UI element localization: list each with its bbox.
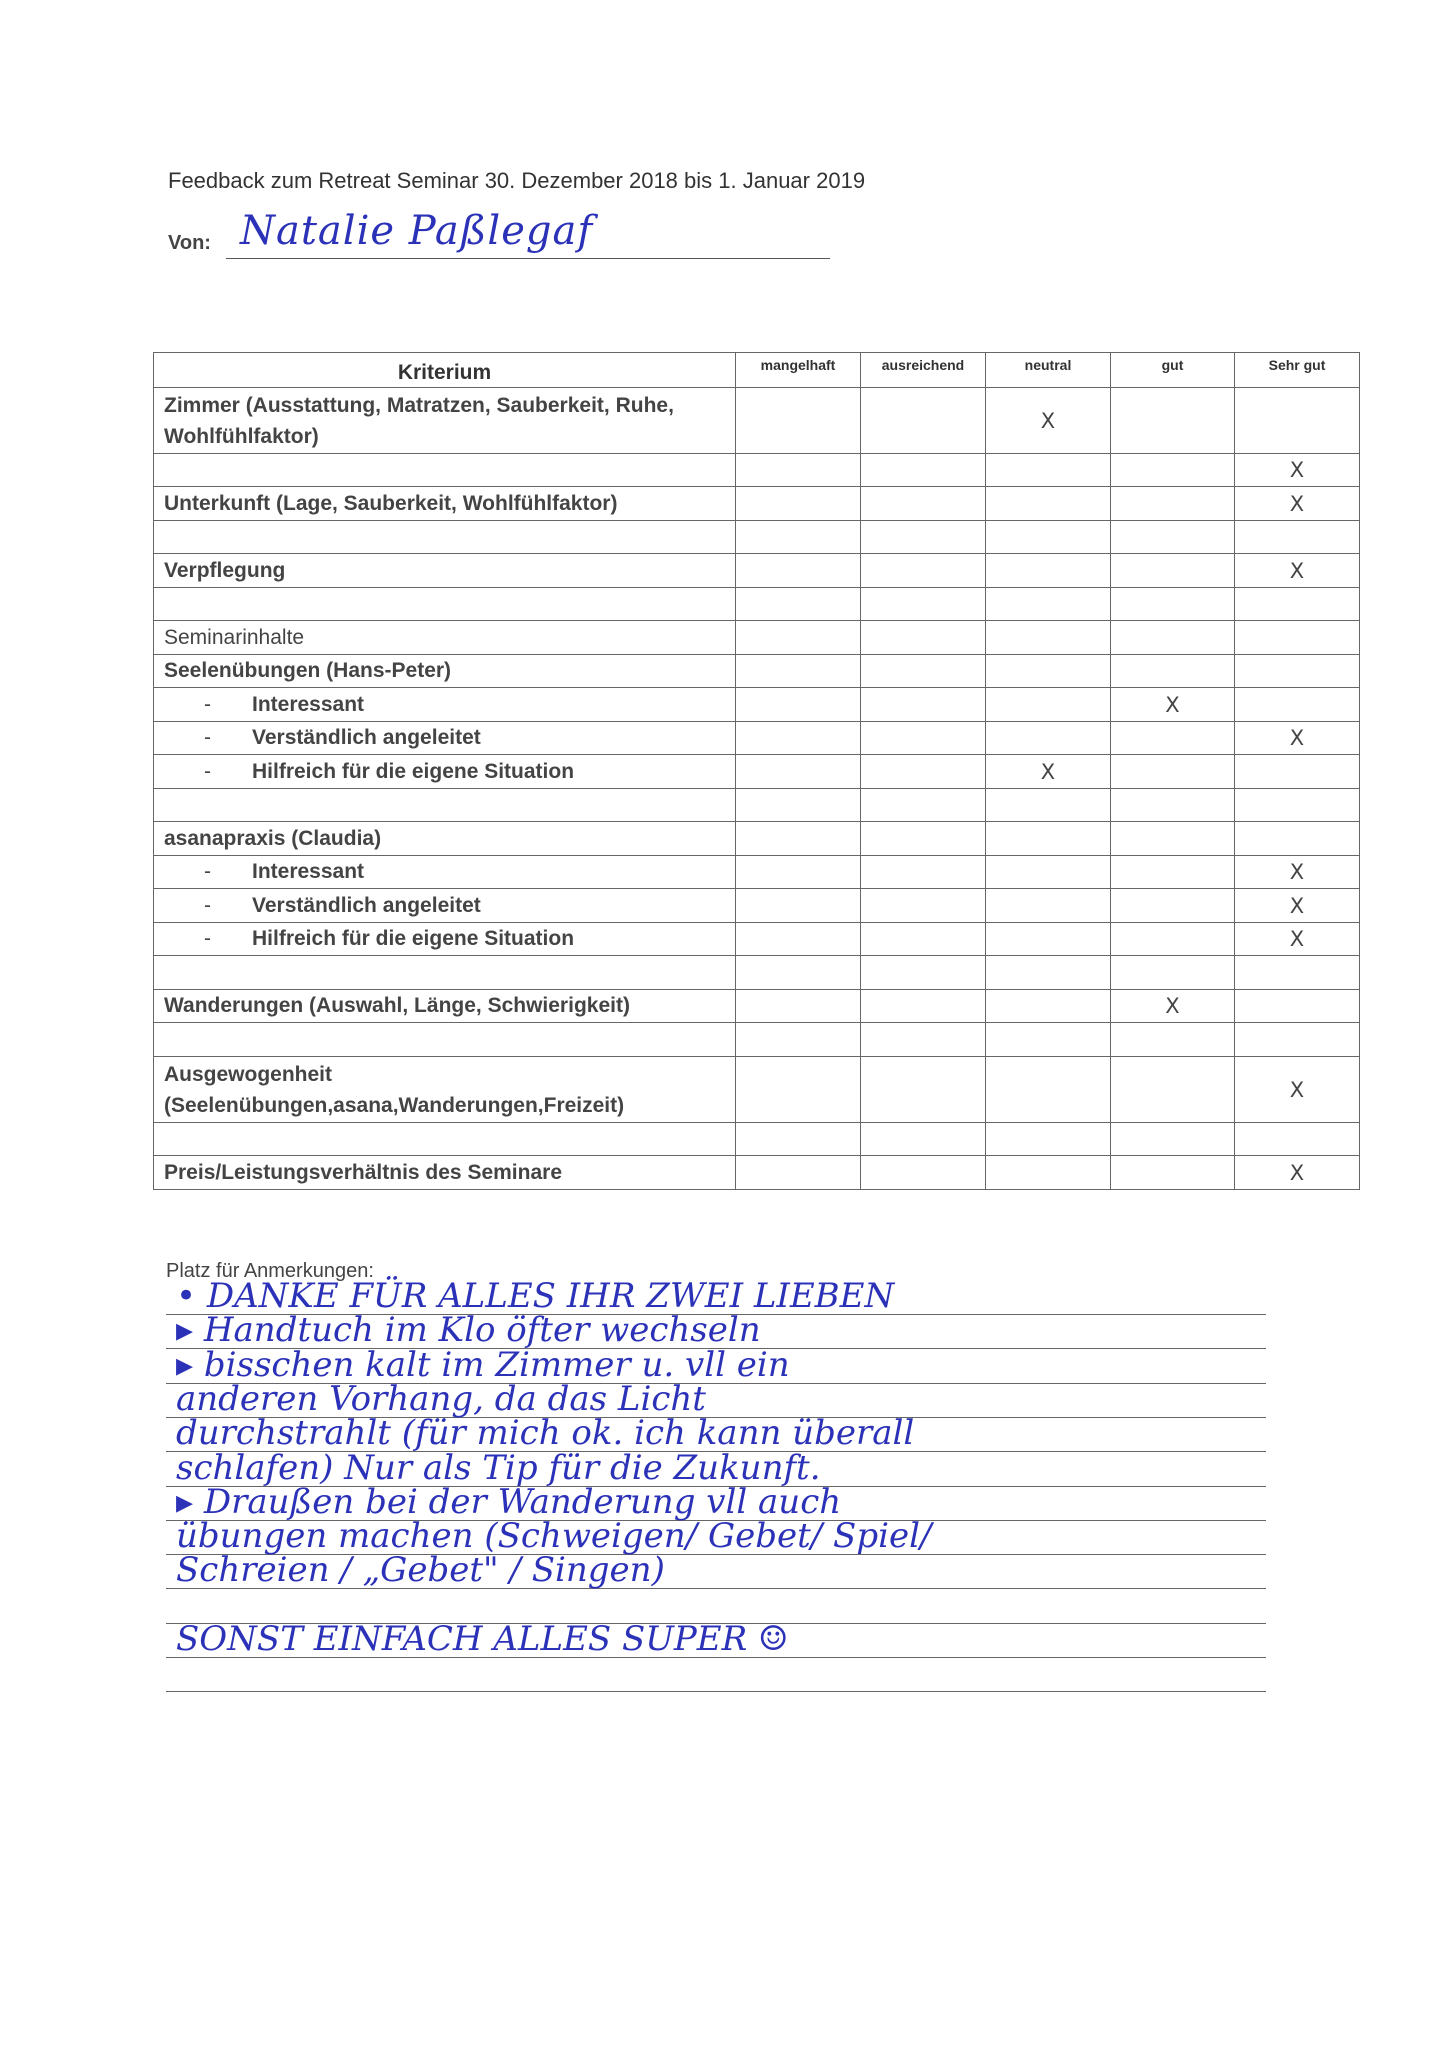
rating-cell (736, 1023, 861, 1057)
note-line: schlafen) Nur als Tip für die Zukunft. (176, 1448, 821, 1488)
rating-cell (986, 923, 1111, 956)
rating-cell (1235, 388, 1360, 454)
note-line: ▸ Draußen bei der Wanderung vll auch (176, 1482, 842, 1522)
criterion-text: Verpflegung (164, 558, 286, 582)
rating-cell (1111, 588, 1235, 621)
criterion-text: Hilfreich für die eigene Situation (252, 927, 575, 950)
criterion-label (154, 722, 736, 755)
rating-cell (861, 856, 986, 889)
rating-cell (1111, 621, 1235, 655)
criterion-text: Verständlich angeleitet (252, 726, 481, 749)
von-signature-line (226, 258, 830, 259)
rating-cell (861, 923, 986, 956)
rating-cell (1235, 722, 1360, 755)
rating-cell (861, 889, 986, 923)
table-row (154, 822, 1360, 856)
note-line: übungen machen (Schweigen/ Gebet/ Spiel/ (176, 1516, 932, 1556)
rating-cell (736, 956, 861, 990)
criterion-text: Ausgewogenheit (Seelenübungen,asana,Wanderungen,Freizeit) (164, 1062, 625, 1117)
table-row (154, 755, 1360, 789)
table-row (154, 454, 1360, 487)
page-title: Feedback zum Retreat Seminar 30. Dezember 2018 bis 1. Januar 2019 (168, 168, 866, 193)
rating-cell (861, 554, 986, 588)
rating-cell (1111, 688, 1235, 722)
note-line: • DANKE FÜR ALLES IHR ZWEI LIEBEN (176, 1276, 895, 1316)
rating-cell (861, 688, 986, 722)
rating-cell (736, 990, 861, 1023)
rating-cell (861, 1156, 986, 1190)
rating-cell (1111, 655, 1235, 688)
criterion-text: Wanderungen (Auswahl, Länge, Schwierigkeit) (164, 994, 630, 1017)
table-row (154, 588, 1360, 621)
rating-cell (1235, 1156, 1360, 1190)
rating-cell (1235, 990, 1360, 1023)
rating-cell (861, 621, 986, 655)
rating-cell (1235, 521, 1360, 554)
rating-cell (861, 990, 986, 1023)
von-label: Von: (168, 232, 211, 254)
rating-cell (986, 1057, 1111, 1123)
notes-label: Platz für Anmerkungen: (166, 1260, 374, 1282)
von-name-handwritten: Natalie Paßlegaf (240, 208, 594, 254)
table-row (154, 856, 1360, 889)
rating-cell (736, 388, 861, 454)
rating-cell (736, 521, 861, 554)
rating-cell (861, 454, 986, 487)
table-header-row (154, 353, 1360, 388)
rating-cell (986, 889, 1111, 923)
bullet-dash: - (204, 893, 211, 917)
criterion-label (154, 1057, 736, 1123)
check-mark: X (1289, 726, 1305, 750)
rating-cell (1111, 889, 1235, 923)
rating-cell (1235, 856, 1360, 889)
col-header-kriterium: Kriterium (154, 353, 736, 388)
rating-cell (986, 1156, 1111, 1190)
check-mark: X (1289, 893, 1305, 918)
table-row (154, 1023, 1360, 1057)
table-row (154, 789, 1360, 822)
criterion-label (154, 655, 736, 688)
rating-cell (1235, 621, 1360, 655)
rating-cell (861, 1057, 986, 1123)
note-line: anderen Vorhang, da das Licht (176, 1379, 706, 1419)
criterion-label (154, 789, 736, 822)
rating-cell (1235, 889, 1360, 923)
feedback-table (153, 352, 1360, 1190)
rating-cell (1235, 1057, 1360, 1123)
criterion-label (154, 755, 736, 789)
rating-cell (1111, 1156, 1235, 1190)
check-mark: X (1289, 1077, 1305, 1102)
rating-cell (736, 1156, 861, 1190)
rating-cell (1111, 722, 1235, 755)
rating-cell (736, 722, 861, 755)
table-row (154, 990, 1360, 1023)
rating-cell (736, 454, 861, 487)
rating-cell (1111, 789, 1235, 822)
rating-cell (986, 655, 1111, 688)
criterion-text: Verständlich angeleitet (252, 893, 481, 917)
rating-cell (736, 487, 861, 521)
rating-cell (861, 655, 986, 688)
criterion-label (154, 487, 736, 521)
check-mark: X (1040, 759, 1056, 784)
rating-cell (1235, 1123, 1360, 1156)
rating-cell (1111, 1023, 1235, 1057)
rating-cell (1111, 1057, 1235, 1123)
criterion-label (154, 588, 736, 621)
rating-cell (1111, 1123, 1235, 1156)
bullet-dash: - (204, 759, 211, 783)
rating-cell (1111, 454, 1235, 487)
rating-cell (861, 1023, 986, 1057)
criterion-text: Zimmer (Ausstattung, Matratzen, Sauberkeit, Ruhe, Wohlfühlfaktor) (164, 393, 674, 448)
rating-cell (861, 1123, 986, 1156)
table-row (154, 923, 1360, 956)
rating-cell (986, 1023, 1111, 1057)
criterion-label (154, 521, 736, 554)
criterion-label (154, 454, 736, 487)
criterion-label (154, 1156, 736, 1190)
rating-cell (736, 688, 861, 722)
rating-cell (1111, 388, 1235, 454)
rating-cell (1235, 755, 1360, 789)
rating-cell (986, 990, 1111, 1023)
check-mark: X (1289, 458, 1305, 482)
criterion-text: Hilfreich für die eigene Situation (252, 759, 575, 783)
rating-cell (986, 487, 1111, 521)
rating-cell (986, 956, 1111, 990)
criterion-label (154, 956, 736, 990)
criterion-text: Seelenübungen (Hans-Peter) (164, 659, 452, 682)
rating-cell (1111, 822, 1235, 856)
rating-cell (1111, 856, 1235, 889)
rating-cell (736, 621, 861, 655)
rating-cell (1235, 454, 1360, 487)
rating-cell (1111, 990, 1235, 1023)
rating-cell (1111, 956, 1235, 990)
rating-cell (736, 923, 861, 956)
check-mark: X (1289, 860, 1305, 884)
rating-cell (1235, 588, 1360, 621)
table-row (154, 889, 1360, 923)
bullet-dash: - (204, 927, 211, 950)
note-line: ▸ bisschen kalt im Zimmer u. vll ein (176, 1345, 790, 1385)
rating-cell (861, 956, 986, 990)
rating-cell (986, 722, 1111, 755)
criterion-text: Unterkunft (Lage, Sauberkeit, Wohlfühlfaktor) (164, 491, 618, 515)
criterion-label (154, 621, 736, 655)
criterion-label (154, 688, 736, 722)
rating-cell (736, 588, 861, 621)
rating-cell (986, 822, 1111, 856)
table-row (154, 655, 1360, 688)
rating-cell (736, 889, 861, 923)
table-row (154, 388, 1360, 454)
rating-cell (736, 655, 861, 688)
check-mark: X (1165, 692, 1180, 717)
rating-cell (986, 388, 1111, 454)
rating-cell (1235, 554, 1360, 588)
rating-cell (1111, 923, 1235, 956)
criterion-label (154, 1123, 736, 1156)
col-header-sehr-gut: Sehr gut (1235, 353, 1360, 388)
check-mark: X (1289, 1160, 1305, 1185)
criterion-text: Preis/Leistungsverhältnis des Seminare (164, 1160, 562, 1184)
criterion-label (154, 1023, 736, 1057)
rating-cell (736, 856, 861, 889)
rating-cell (861, 521, 986, 554)
col-header-neutral: neutral (986, 353, 1111, 388)
rating-cell (1235, 1023, 1360, 1057)
rating-cell (986, 789, 1111, 822)
note-line: ▸ Handtuch im Klo öfter wechseln (176, 1310, 761, 1350)
rating-cell (1235, 822, 1360, 856)
rating-cell (736, 789, 861, 822)
criterion-label (154, 822, 736, 856)
rating-cell (986, 856, 1111, 889)
bullet-dash: - (204, 860, 211, 883)
check-mark: X (1289, 558, 1305, 583)
rating-cell (736, 554, 861, 588)
note-line: Schreien / „Gebet" / Singen) (176, 1550, 665, 1590)
rating-cell (1111, 521, 1235, 554)
rating-cell (986, 688, 1111, 722)
rating-cell (861, 822, 986, 856)
rating-cell (1235, 655, 1360, 688)
criterion-label (154, 923, 736, 956)
rating-cell (1235, 789, 1360, 822)
note-line: durchstrahlt (für mich ok. ich kann überall (176, 1413, 915, 1453)
check-mark: X (1040, 408, 1056, 433)
note-line: SONST EINFACH ALLES SUPER ☺ (176, 1619, 789, 1659)
rating-cell (986, 621, 1111, 655)
rating-cell (1235, 956, 1360, 990)
rating-cell (861, 487, 986, 521)
rating-cell (1235, 487, 1360, 521)
rating-cell (1235, 923, 1360, 956)
table-row (154, 554, 1360, 588)
table-row (154, 1123, 1360, 1156)
criterion-label (154, 889, 736, 923)
rating-cell (861, 789, 986, 822)
criterion-label (154, 990, 736, 1023)
table-row (154, 521, 1360, 554)
rating-cell (1111, 487, 1235, 521)
rating-cell (1235, 688, 1360, 722)
bullet-dash: - (204, 692, 211, 716)
note-rule-line (166, 1691, 1266, 1692)
col-header-gut: gut (1111, 353, 1235, 388)
rating-cell (986, 588, 1111, 621)
criterion-label (154, 388, 736, 454)
rating-cell (986, 554, 1111, 588)
criterion-text: Interessant (252, 692, 365, 716)
rating-cell (736, 1123, 861, 1156)
criterion-label (154, 856, 736, 889)
table-row (154, 621, 1360, 655)
rating-cell (986, 1123, 1111, 1156)
rating-cell (1111, 755, 1235, 789)
rating-cell (986, 521, 1111, 554)
rating-cell (986, 755, 1111, 789)
check-mark: X (1289, 491, 1305, 516)
table-row (154, 1156, 1360, 1190)
col-header-mangelhaft: mangelhaft (736, 353, 861, 388)
rating-cell (861, 755, 986, 789)
rating-cell (986, 454, 1111, 487)
bullet-dash: - (204, 726, 211, 749)
rating-cell (736, 1057, 861, 1123)
table-row (154, 956, 1360, 990)
col-header-ausreichend: ausreichend (861, 353, 986, 388)
rating-cell (736, 822, 861, 856)
criterion-label (154, 554, 736, 588)
table-row (154, 487, 1360, 521)
rating-cell (1111, 554, 1235, 588)
criterion-text: Seminarinhalte (164, 625, 305, 649)
table-row (154, 722, 1360, 755)
rating-cell (861, 722, 986, 755)
criterion-text: Interessant (252, 860, 365, 883)
rating-cell (736, 755, 861, 789)
rating-cell (861, 388, 986, 454)
table-row (154, 688, 1360, 722)
criterion-text: asanapraxis (Claudia) (164, 826, 382, 850)
check-mark: X (1289, 927, 1305, 951)
check-mark: X (1165, 994, 1180, 1018)
rating-cell (861, 588, 986, 621)
table-row (154, 1057, 1360, 1123)
